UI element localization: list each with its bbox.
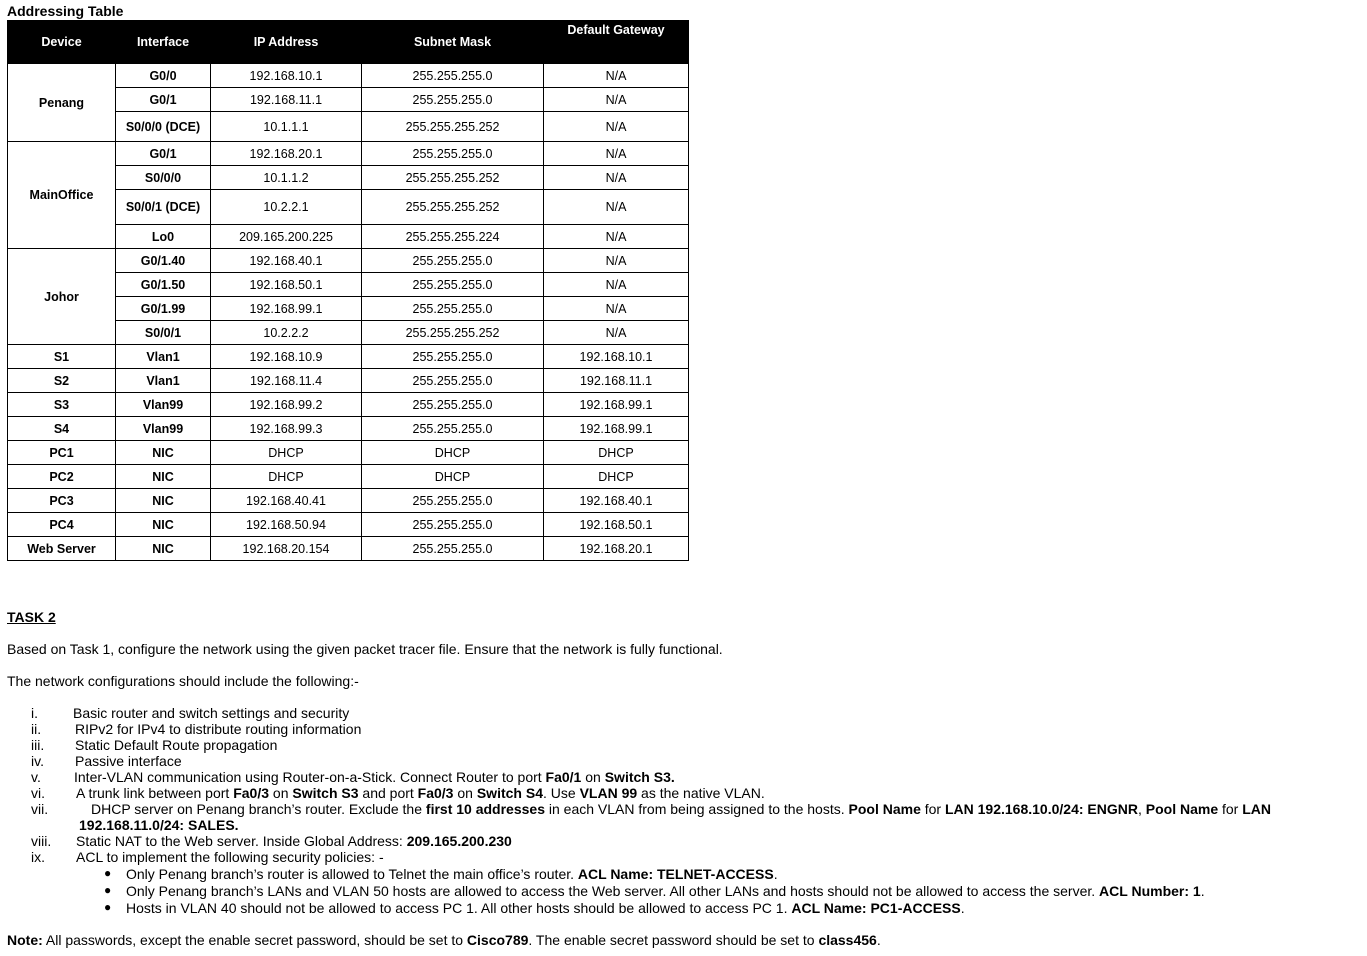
gateway-cell: N/A: [544, 166, 689, 190]
list-item-number: iii.: [31, 737, 45, 753]
emphasis-text: Fa0/3: [233, 785, 270, 801]
gateway-cell: 192.168.99.1: [544, 417, 689, 441]
gateway-cell: N/A: [544, 190, 689, 225]
subnet-mask-cell: 255.255.255.252: [362, 321, 544, 345]
gateway-cell: 192.168.20.1: [544, 537, 689, 561]
interface-cell: Vlan99: [116, 393, 211, 417]
table-row: [8, 393, 689, 417]
bullet-icon: ●: [104, 900, 112, 914]
intro-paragraph: Based on Task 1, configure the network using the given packet tracer file. Ensure that the network is fully functional.: [7, 641, 723, 657]
emphasis-text: Cisco789: [466, 932, 529, 948]
emphasis-text: Note:: [7, 932, 43, 948]
gateway-cell: N/A: [544, 321, 689, 345]
subnet-mask-cell: 255.255.255.224: [362, 225, 544, 249]
list-item-text: [74, 769, 675, 785]
table-caption: Addressing Table: [7, 3, 124, 19]
subnet-mask-cell: 255.255.255.0: [362, 297, 544, 321]
note-paragraph: [7, 932, 881, 948]
emphasis-text: ACL Name: PC1-ACCESS: [791, 900, 961, 916]
emphasis-text: ACL Number: 1: [1099, 883, 1201, 899]
emphasis-text: Fa0/1: [545, 769, 582, 785]
list-item-number: i.: [31, 705, 38, 721]
plain-text: ACL to implement the following security policies: -: [76, 849, 384, 865]
ip-address-cell: 192.168.99.3: [211, 417, 362, 441]
intro-list-lead: The network configurations should include the following:-: [7, 673, 359, 689]
list-item-text: [76, 833, 512, 849]
subnet-mask-cell: 255.255.255.0: [362, 273, 544, 297]
ip-address-cell: 192.168.11.1: [211, 88, 362, 112]
device-cell: Penang: [8, 64, 116, 142]
plain-text: for: [920, 801, 945, 817]
emphasis-text: 192.168.11.0/24: SALES.: [79, 817, 239, 833]
table-header-row: [8, 21, 689, 64]
gateway-cell: 192.168.50.1: [544, 513, 689, 537]
subnet-mask-cell: 255.255.255.0: [362, 513, 544, 537]
plain-text: for: [1218, 801, 1243, 817]
list-item-text: [75, 753, 182, 769]
subnet-mask-cell: 255.255.255.0: [362, 142, 544, 166]
table-row: [8, 537, 689, 561]
ip-address-cell: 192.168.10.1: [211, 64, 362, 88]
device-cell: S4: [8, 417, 116, 441]
list-item-text: [91, 801, 1271, 817]
list-item-continuation: [79, 817, 239, 833]
device-cell: Web Server: [8, 537, 116, 561]
subnet-mask-cell: 255.255.255.0: [362, 64, 544, 88]
plain-text: ,: [1137, 801, 1146, 817]
emphasis-text: Pool Name: [848, 801, 921, 817]
plain-text: .: [876, 932, 881, 948]
list-item-text: [75, 721, 361, 737]
interface-cell: NIC: [116, 441, 211, 465]
emphasis-text: first 10 addresses: [425, 801, 545, 817]
ip-address-cell: 192.168.40.41: [211, 489, 362, 513]
header-ip-address: IP Address: [211, 21, 362, 64]
emphasis-text: Fa0/3: [417, 785, 454, 801]
device-cell: PC1: [8, 441, 116, 465]
bullet-text: [126, 883, 1205, 899]
list-item-number: v.: [31, 769, 41, 785]
gateway-cell: N/A: [544, 273, 689, 297]
subnet-mask-cell: 255.255.255.0: [362, 369, 544, 393]
plain-text: All passwords, except the enable secret password, should be set to: [42, 932, 467, 948]
table-row: [8, 249, 689, 273]
device-cell: Johor: [8, 249, 116, 345]
plain-text: on: [581, 769, 605, 785]
header-interface: Interface: [116, 21, 211, 64]
emphasis-text: class456: [818, 932, 877, 948]
gateway-cell: N/A: [544, 88, 689, 112]
table-row: [8, 369, 689, 393]
list-item-number: vii.: [31, 801, 49, 817]
device-cell: S2: [8, 369, 116, 393]
ip-address-cell: 10.2.2.1: [211, 190, 362, 225]
gateway-cell: 192.168.40.1: [544, 489, 689, 513]
ip-address-cell: 192.168.11.4: [211, 369, 362, 393]
interface-cell: G0/1.50: [116, 273, 211, 297]
list-item-text: [76, 785, 765, 801]
subnet-mask-cell: 255.255.255.0: [362, 417, 544, 441]
plain-text: Hosts in VLAN 40 should not be allowed to access PC 1. All other hosts should be allowed to access PC 1.: [126, 900, 792, 916]
header-default-gateway: Default Gateway: [544, 21, 689, 64]
ip-address-cell: 10.1.1.2: [211, 166, 362, 190]
bullet-text: [126, 866, 778, 882]
bullet-icon: ●: [104, 866, 112, 880]
subnet-mask-cell: 255.255.255.252: [362, 190, 544, 225]
list-item-number: ix.: [31, 849, 45, 865]
plain-text: Basic router and switch settings and security: [73, 705, 350, 721]
table-row: [8, 489, 689, 513]
interface-cell: Vlan1: [116, 369, 211, 393]
device-cell: S1: [8, 345, 116, 369]
plain-text: Static NAT to the Web server. Inside Global Address:: [76, 833, 407, 849]
device-cell: S3: [8, 393, 116, 417]
subnet-mask-cell: 255.255.255.0: [362, 489, 544, 513]
emphasis-text: Switch S3: [292, 785, 359, 801]
table-row: [8, 64, 689, 88]
subnet-mask-cell: 255.255.255.0: [362, 393, 544, 417]
plain-text: on: [269, 785, 293, 801]
emphasis-text: Switch S4: [476, 785, 543, 801]
ip-address-cell: 192.168.20.154: [211, 537, 362, 561]
subnet-mask-cell: 255.255.255.0: [362, 537, 544, 561]
emphasis-text: LAN: [1242, 801, 1272, 817]
list-item-number: iv.: [31, 753, 44, 769]
device-cell: PC3: [8, 489, 116, 513]
list-item-number: viii.: [31, 833, 52, 849]
gateway-cell: 192.168.10.1: [544, 345, 689, 369]
ip-address-cell: 192.168.50.1: [211, 273, 362, 297]
plain-text: . The enable secret password should be set to: [528, 932, 819, 948]
ip-address-cell: 192.168.99.1: [211, 297, 362, 321]
emphasis-text: LAN 192.168.10.0/24: ENGNR: [944, 801, 1138, 817]
subnet-mask-cell: 255.255.255.0: [362, 88, 544, 112]
plain-text: RIPv2 for IPv4 to distribute routing information: [75, 721, 362, 737]
plain-text: Inter-VLAN communication using Router-on-a-Stick. Connect Router to port: [74, 769, 546, 785]
subnet-mask-cell: 255.255.255.0: [362, 345, 544, 369]
ip-address-cell: DHCP: [211, 465, 362, 489]
plain-text: . Use: [542, 785, 580, 801]
ip-address-cell: 192.168.50.94: [211, 513, 362, 537]
table-row: [8, 142, 689, 166]
task-title: TASK 2: [7, 609, 56, 625]
plain-text: Static Default Route propagation: [75, 737, 278, 753]
list-item-text: [73, 705, 349, 721]
device-cell: PC4: [8, 513, 116, 537]
interface-cell: Vlan99: [116, 417, 211, 441]
emphasis-text: Switch S3.: [604, 769, 675, 785]
emphasis-text: 209.165.200.230: [406, 833, 512, 849]
ip-address-cell: 209.165.200.225: [211, 225, 362, 249]
plain-text: on: [453, 785, 477, 801]
interface-cell: G0/1: [116, 88, 211, 112]
plain-text: in each VLAN from being assigned to the hosts.: [544, 801, 849, 817]
ip-address-cell: 10.1.1.1: [211, 112, 362, 142]
table-body: [8, 64, 689, 561]
plain-text: .: [960, 900, 965, 916]
plain-text: .: [773, 866, 778, 882]
subnet-mask-cell: 255.255.255.252: [362, 112, 544, 142]
plain-text: Only Penang branch’s LANs and VLAN 50 hosts are allowed to access the Web server. All other LANs and hosts should not be allowed to access the server.: [126, 883, 1100, 899]
gateway-cell: N/A: [544, 225, 689, 249]
interface-cell: G0/0: [116, 64, 211, 88]
device-cell: MainOffice: [8, 142, 116, 249]
gateway-cell: N/A: [544, 112, 689, 142]
table-row: [8, 417, 689, 441]
subnet-mask-cell: 255.255.255.252: [362, 166, 544, 190]
plain-text: DHCP server on Penang branch’s router. Exclude the: [91, 801, 426, 817]
bullet-text: [126, 900, 965, 916]
header-subnet-mask: Subnet Mask: [362, 21, 544, 64]
interface-cell: G0/1.99: [116, 297, 211, 321]
table-row: [8, 345, 689, 369]
plain-text: and port: [358, 785, 418, 801]
bullet-icon: ●: [104, 883, 112, 897]
table-row: [8, 441, 689, 465]
list-item-text: [76, 849, 384, 865]
plain-text: Only Penang branch’s router is allowed to Telnet the main office’s router.: [126, 866, 578, 882]
interface-cell: S0/0/1: [116, 321, 211, 345]
ip-address-cell: DHCP: [211, 441, 362, 465]
table-row: [8, 513, 689, 537]
ip-address-cell: 192.168.10.9: [211, 345, 362, 369]
gateway-cell: DHCP: [544, 441, 689, 465]
emphasis-text: Pool Name: [1145, 801, 1219, 817]
subnet-mask-cell: DHCP: [362, 465, 544, 489]
interface-cell: S0/0/1 (DCE): [116, 190, 211, 225]
interface-cell: G0/1.40: [116, 249, 211, 273]
table-row: [8, 465, 689, 489]
interface-cell: G0/1: [116, 142, 211, 166]
subnet-mask-cell: 255.255.255.0: [362, 249, 544, 273]
list-item-number: vi.: [31, 785, 45, 801]
gateway-cell: DHCP: [544, 465, 689, 489]
interface-cell: NIC: [116, 489, 211, 513]
emphasis-text: ACL Name: TELNET-ACCESS: [577, 866, 774, 882]
list-item-number: ii.: [31, 721, 42, 737]
gateway-cell: N/A: [544, 64, 689, 88]
interface-cell: S0/0/0 (DCE): [116, 112, 211, 142]
header-device: Device: [8, 21, 116, 64]
ip-address-cell: 192.168.99.2: [211, 393, 362, 417]
list-item-text: [75, 737, 277, 753]
addressing-table: [7, 20, 689, 561]
gateway-cell: 192.168.99.1: [544, 393, 689, 417]
interface-cell: NIC: [116, 537, 211, 561]
interface-cell: NIC: [116, 465, 211, 489]
ip-address-cell: 192.168.40.1: [211, 249, 362, 273]
interface-cell: Lo0: [116, 225, 211, 249]
interface-cell: NIC: [116, 513, 211, 537]
interface-cell: Vlan1: [116, 345, 211, 369]
gateway-cell: N/A: [544, 297, 689, 321]
subnet-mask-cell: DHCP: [362, 441, 544, 465]
device-cell: PC2: [8, 465, 116, 489]
plain-text: A trunk link between port: [76, 785, 234, 801]
gateway-cell: N/A: [544, 249, 689, 273]
ip-address-cell: 192.168.20.1: [211, 142, 362, 166]
plain-text: .: [1200, 883, 1205, 899]
plain-text: as the native VLAN.: [637, 785, 765, 801]
plain-text: Passive interface: [75, 753, 182, 769]
gateway-cell: 192.168.11.1: [544, 369, 689, 393]
gateway-cell: N/A: [544, 142, 689, 166]
interface-cell: S0/0/0: [116, 166, 211, 190]
emphasis-text: VLAN 99: [579, 785, 638, 801]
ip-address-cell: 10.2.2.2: [211, 321, 362, 345]
